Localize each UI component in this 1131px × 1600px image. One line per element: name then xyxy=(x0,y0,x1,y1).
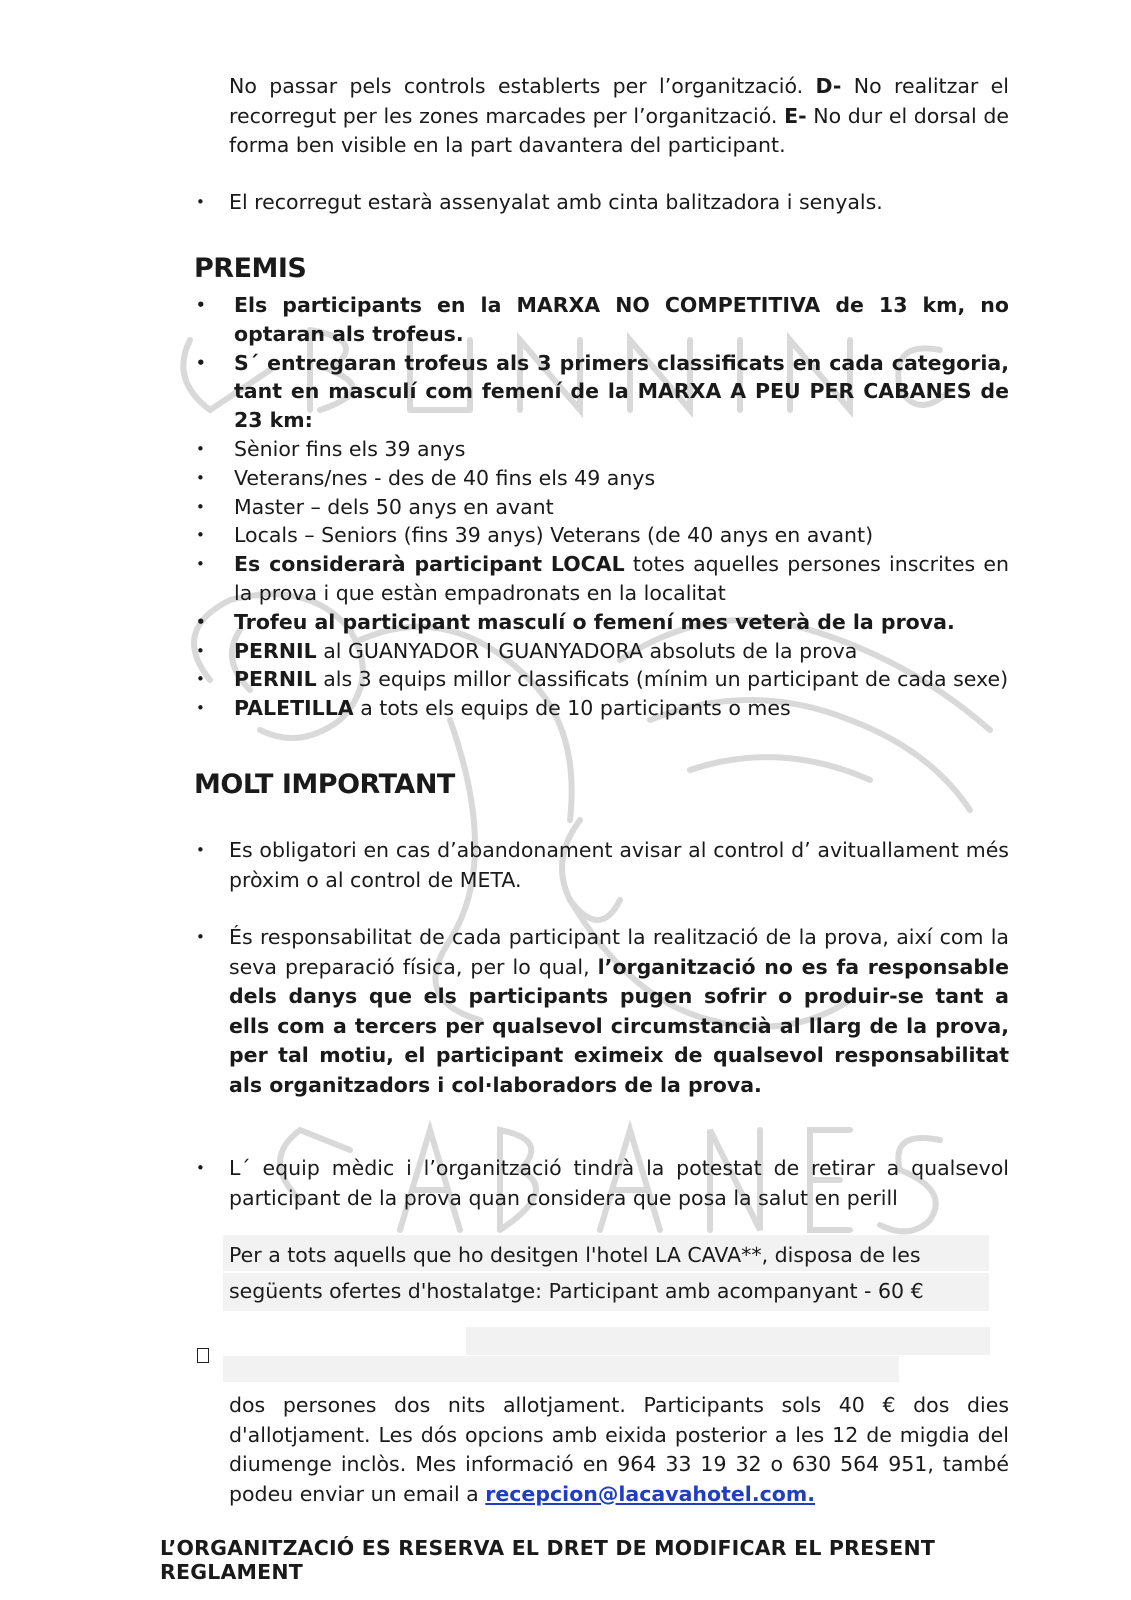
list-item: • Veterans/nes - des de 40 fins els 49 anys xyxy=(196,465,656,490)
list-item: • S´ entregaran trofeus als 3 primers classificats en cada categoria, tant en masculí com femení de la MARXA A PEU PER CABANES de 23 km: xyxy=(196,350,1009,433)
list-item: • PERNIL al GUANYADOR I GUANYADORA absoluts de la prova xyxy=(196,638,858,663)
premis-list xyxy=(196,291,1009,723)
important-heading: MOLT IMPORTANT xyxy=(194,769,455,800)
list-item: • Master – dels 50 anys en avant xyxy=(196,494,554,519)
hotel-line-2: següents ofertes d'hostalatge: Participant amb acompanyant - 60 € xyxy=(229,1279,924,1303)
footer-notice: L’ORGANITZACIÓ ES RESERVA EL DRET DE MODIFICAR EL PRESENT REGLAMENT xyxy=(160,1536,936,1584)
bullet-icon: • xyxy=(196,841,205,859)
checkbox-icon xyxy=(197,1348,209,1363)
list-item: • PERNIL als 3 equips millor classificats (mínim un participant de cada sexe) xyxy=(196,667,1009,692)
list-item: • Sènior fins els 39 anys xyxy=(196,436,466,461)
hotel-line-1: Per a tots aquells que ho desitgen l'hotel LA CAVA**, disposa de les xyxy=(229,1243,921,1267)
list-item: • Trofeu al participant masculí o femení mes veterà de la prova. xyxy=(196,609,955,634)
disqualification-continuation: No passar pels controls establerts per l’organització. D- No realitzar el recorregut per les zones marcades per l’organització. E- No dur el dorsal de forma ben visible en la part davantera del participant. xyxy=(229,74,1009,157)
bullet-icon: • xyxy=(196,1159,205,1177)
premis-heading: PREMIS xyxy=(194,253,307,284)
document-page: No passar pels controls establerts per l’organització. D- No realitzar el recorregut per les zones marcades per l’organització. E- No dur el dorsal de forma ben visible en la part davantera del participant. • El recorregut estarà assenyalat amb cinta balitzadora i senyals. PREMIS • Els participants en la MARXA NO COMPETITIVA de 13 km, no optaran als trofeus. • S´ entregaran trofeus als 3 primers classificats en cada categoria, tant en masculí com femení de la MARXA A PEU PER CABANES de 23 km: • Sènior fins els 39 anys • Veterans/nes - des de 40 fins els 49 anys • Master – dels 50 anys en avant • Locals – Seniors (fins 39 anys) Veterans (de 40 anys en avant) • Es considerarà participant LOCAL totes aquelles persones inscrites en la prova i que estàn empadronats en la localitat • Trofeu al participant masculí o femení mes veterà de la prova. • PERNIL al GUANYADOR I GUANYADORA absoluts de la prova • PERNIL als 3 equips millor classificats (mínim un participant de cada sexe) • PALETILLA a tots els equips de 10 participants o mes MOLT IMPORTANT • Es obligatori en cas d’abandonament avisar al control d’ avituallament més pròxim o al control de META. • És responsabilitat de cada participant la realització de la prova, així com la seva preparació física, per lo qual, l’organització no es fa responsable dels danys que els participants pugen sofrir o produir-se tant a ells com a tercers per qualsevol circumstancià al llarg de la prova, per tal motiu, el participant eximeix de qualsevol responsabilitat als organitzadors i col·laboradors de la prova. • L´ equip mèdic i l’organització tindrà la potestat de retirar a qualsevol participant de la prova quan considera que posa la salut en perill Per a tots aquells que ho desitgen l'hotel LA CAVA**, disposa de les següents ofertes d'hostalatge: Participant amb acompanyant - 60 € dos persones dos nits allotjament. Participants sols 40 € dos dies d'allotjament. Les dós opcions amb eixida posterior a les 12 de migdia del diumenge inclòs. Mes informació en 964 33 19 32 o 630 564 951, també podeu enviar un email a recepcion@lacavahotel.com. L’ORGANITZACIÓ ES RESERVA EL DRET DE MODIFICAR EL PRESENT REGLAMENT xyxy=(160,74,1009,1584)
bullet-icon: • xyxy=(196,928,205,946)
blank-field-2 xyxy=(223,1356,899,1382)
list-item: • Es considerarà participant LOCAL totes aquelles persones inscrites en la prova i que estàn empadronats en la localitat xyxy=(196,552,1009,605)
list-item: • Els participants en la MARXA NO COMPETITIVA de 13 km, no optaran als trofeus. xyxy=(196,293,1009,346)
email-link[interactable]: recepcion@lacavahotel.com. xyxy=(485,1481,815,1506)
blank-field-1 xyxy=(466,1327,990,1355)
bullet-icon: • xyxy=(196,193,205,211)
hotel-details: dos persones dos nits allotjament. Participants sols 40 € dos dies d'allotjament. Les dós opcions amb eixida posterior a les 12 de migdia del diumenge inclòs. Mes informació en 964 33 19 32 o 630 564 951, també podeu enviar un email a recepcion@lacavahotel.com. xyxy=(229,1393,1009,1506)
list-item: • Locals – Seniors (fins 39 anys) Veterans (de 40 anys en avant) xyxy=(196,523,874,548)
list-item: • PALETILLA a tots els equips de 10 participants o mes xyxy=(196,696,791,721)
